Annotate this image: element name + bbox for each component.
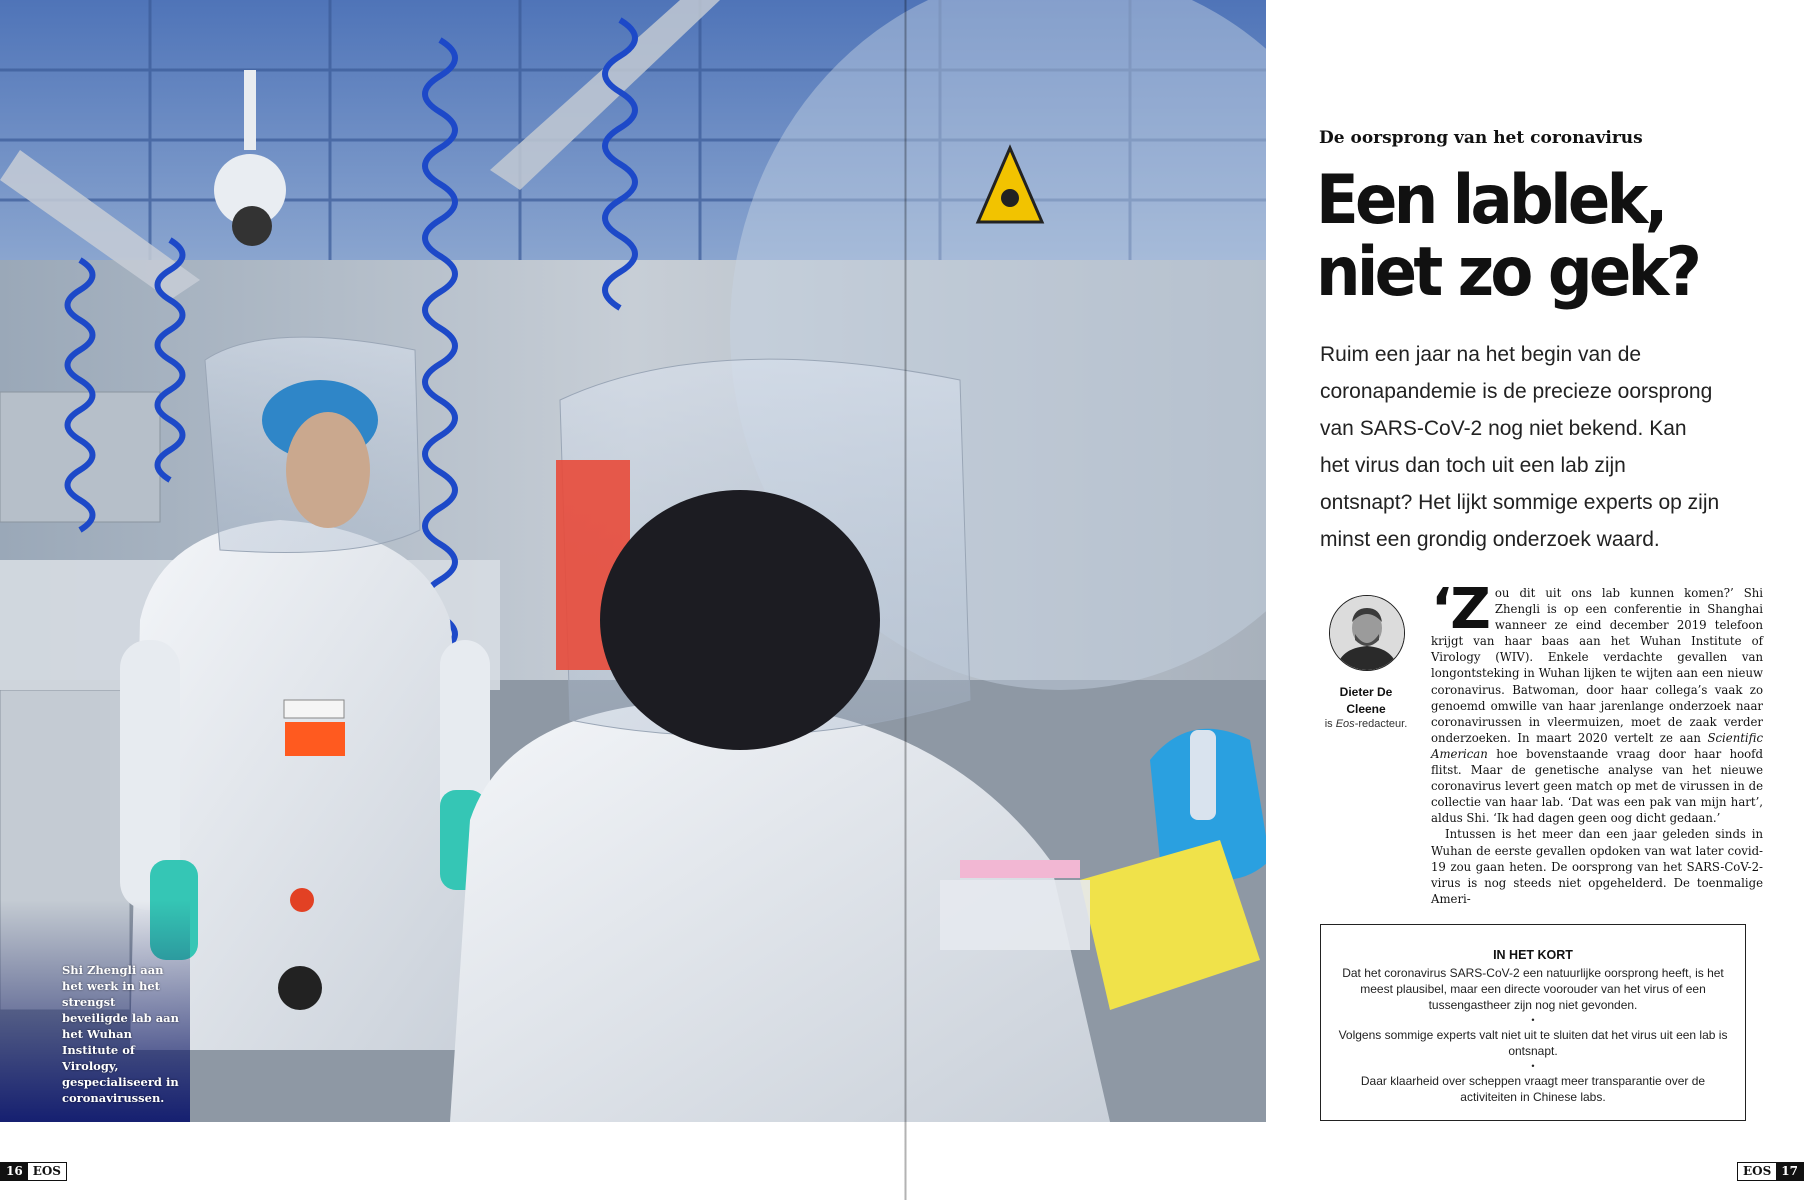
author-avatar: [1329, 595, 1405, 671]
spread-gutter: [904, 0, 907, 1200]
in-het-kort-title: IN HET KORT: [1493, 948, 1573, 962]
page-folio-left: [0, 1162, 67, 1181]
article-title: Een lablek, niet zo gek?: [1316, 161, 1699, 312]
author-role-suffix: -redacteur.: [1354, 718, 1408, 730]
magazine-brand-right: EOS: [1738, 1163, 1776, 1180]
body-paragraph-1: [1431, 577, 1763, 826]
magazine-brand-left: EOS: [28, 1163, 66, 1180]
in-het-kort-bullet: •: [1531, 1061, 1535, 1071]
in-het-kort-item: Volgens sommige experts valt niet uit te sluiten dat het virus uit een lab is ontsnapt.: [1338, 1028, 1728, 1058]
body-paragraph-2: Intussen is het meer dan een jaar geleden sinds in Wuhan de eerste gevallen opdoken van wat later covid-19 zou gaan heten. De oorsprong van het SARS-CoV-2-virus is nog steeds niet opgehelderd. De toenmalige Ameri-: [1431, 827, 1763, 906]
author-role-magazine: Eos: [1335, 718, 1355, 730]
article-lead: Ruim een jaar na het begin van de coronapandemie is de precieze oorsprong van SARS-CoV-2 nog niet bekend. Kan het virus dan toch uit een lab zijn ontsnapt? Het lijkt sommige experts op zijn minst een grondig onderzoek waard.: [1320, 343, 1720, 551]
body-p1-italic: Scientific American: [1431, 730, 1763, 761]
in-het-kort-item: Daar klaarheid over scheppen vraagt meer transparantie over de activiteiten in Chinese labs.: [1360, 1074, 1706, 1104]
article-kicker: De oorsprong van het coronavirus: [1319, 128, 1643, 148]
photo-caption: Shi Zhengli aan het werk in het strengst beveiligde lab aan het Wuhan Institute of Virology, gespecialiseerd in coronavirussen.: [62, 963, 179, 1105]
in-het-kort-bullet: •: [1531, 1015, 1535, 1025]
in-het-kort-box: [1320, 924, 1746, 1121]
page-number-left: 16: [1, 1163, 28, 1180]
author-role: [1320, 718, 1412, 730]
author-portrait-icon: [1330, 596, 1404, 670]
author-name: Dieter De Cleene: [1339, 685, 1393, 716]
author-role-prefix: is: [1324, 718, 1336, 730]
body-p1-part-b: hoe bovenstaande vraag door haar hoofd flitst. Maar de genetische analyse van het nieuwe coronavirus levert geen match op met de virussen in de collectie van haar lab. ‘Dat was een pak van mijn hart’, aldus Shi. ‘Ik had dagen geen oog dicht gedaan.’: [1431, 746, 1763, 826]
page-number-right: 17: [1776, 1163, 1803, 1180]
article-body: [1431, 577, 1763, 907]
body-p1-part-a: ou dit uit ons lab kunnen komen?’ Shi Zhengli is op een conferentie in Shanghai wanneer ze eind december 2019 telefoon krijgt van haar baas aan het Wuhan Institute of Virology (WIV). Enkele verdachte gevallen van longontsteking in Wuhan lijken te wijten aan een nieuw coronavirus. Batwoman, door haar collega’s vaak zo genoemd omwille van haar jarenlange onderzoek naar coronavirussen in vleermuizen, moet de zaak verder onderzoeken. In maart 2020 vertelt ze aan: [1431, 586, 1763, 745]
drop-cap: ‘Z: [1431, 577, 1489, 642]
page-folio-right: [1737, 1162, 1804, 1181]
in-het-kort-item: Dat het coronavirus SARS-CoV-2 een natuurlijke oorsprong heeft, is het meest plausibel, maar een directe voorouder van het virus of een tussengastheer zijn nog niet gevonden.: [1342, 966, 1724, 1012]
